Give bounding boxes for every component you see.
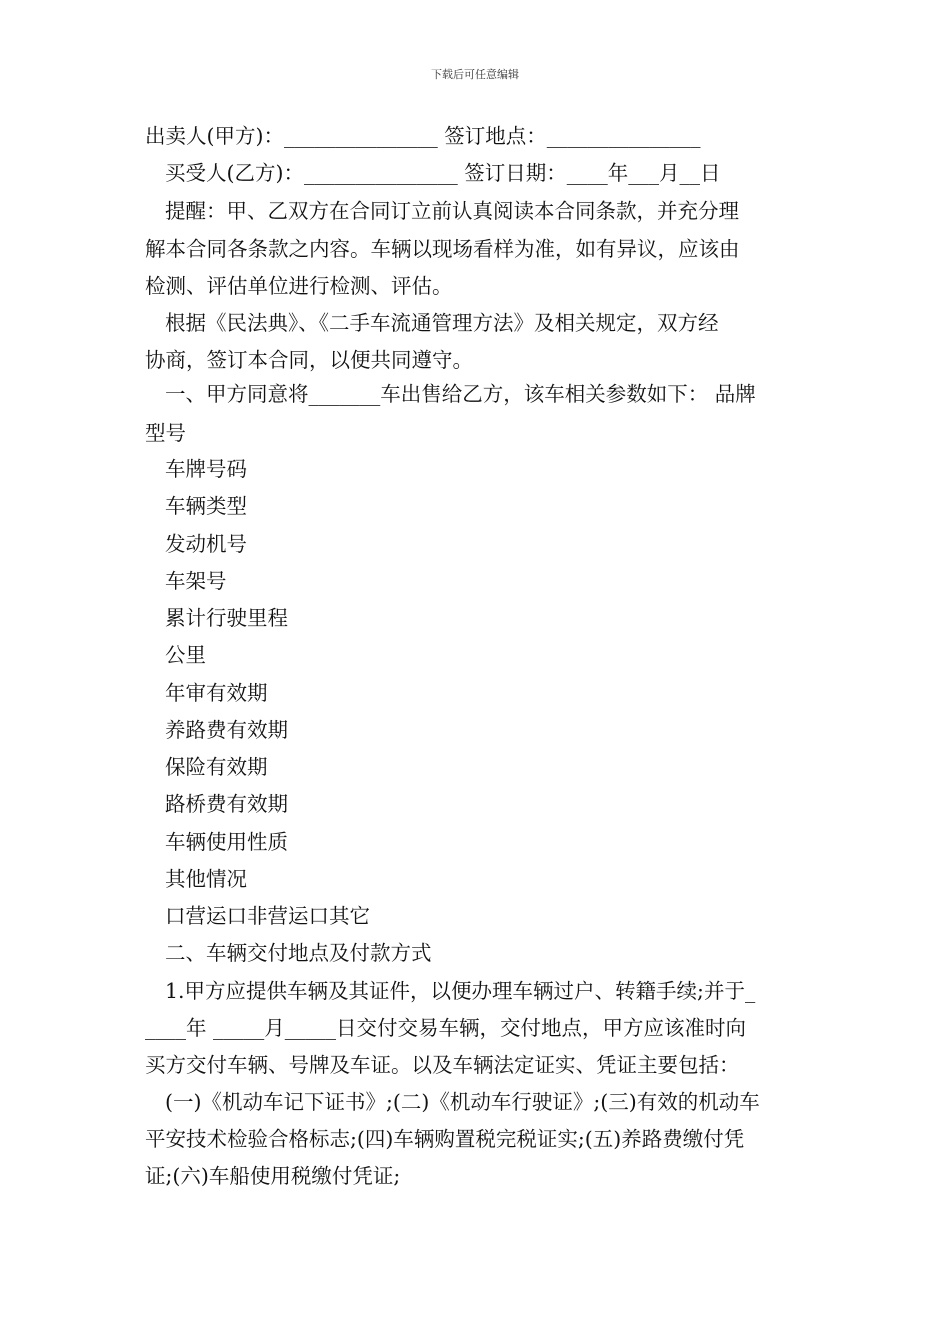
param-bridge-fee: 路桥费有效期	[165, 792, 288, 816]
clause-1-line-1: 一、甲方同意将_______车出售给乙方，该车相关参数如下： 品牌	[165, 382, 756, 406]
clause-2-title: 二、车辆交付地点及付款方式	[165, 941, 432, 965]
param-road-fee: 养路费有效期	[165, 718, 288, 742]
basis-line-2: 协商，签订本合同，以便共同遵守。	[145, 348, 473, 372]
clause-1-line-2: 型号	[145, 421, 186, 445]
param-usage: 车辆使用性质	[165, 830, 288, 854]
param-mileage: 累计行驶里程	[165, 606, 288, 630]
param-insurance: 保险有效期	[165, 755, 268, 779]
documents-line-2: 平安技术检验合格标志;(四)车辆购置税完税证实;(五)养路费缴付凭	[145, 1127, 745, 1151]
clause-2-1-line-2: ____年 _____月_____日交付交易车辆，交付地点，甲方应该准时向	[145, 1016, 747, 1040]
param-km: 公里	[165, 643, 206, 667]
buyer-line: 买受人(乙方)：_______________ 签订日期：____年___月__日	[165, 161, 721, 185]
reminder-line-3: 检测、评估单位进行检测、评估。	[145, 274, 453, 298]
seller-line: 出卖人(甲方)：_______________ 签订地点：_______________	[145, 124, 701, 148]
param-plate-number: 车牌号码	[165, 457, 247, 481]
param-engine-number: 发动机号	[165, 532, 247, 556]
param-frame-number: 车架号	[165, 569, 227, 593]
clause-2-1-line-3: 买方交付车辆、号牌及车证。以及车辆法定证实、凭证主要包括：	[145, 1053, 740, 1077]
reminder-line-1: 提醒：甲、乙双方在合同订立前认真阅读本合同条款，并充分理	[165, 199, 739, 223]
documents-line-3: 证;(六)车船使用税缴付凭证;	[145, 1164, 401, 1188]
page-header: 下载后可任意编辑	[431, 68, 519, 81]
param-operation-options: 口营运口非营运口其它	[165, 904, 370, 928]
param-annual-inspection: 年审有效期	[165, 681, 268, 705]
basis-line-1: 根据《民法典》、《二手车流通管理方法》及相关规定，双方经	[165, 311, 719, 335]
reminder-line-2: 解本合同各条款之内容。车辆以现场看样为准，如有异议，应该由	[145, 237, 740, 261]
param-vehicle-type: 车辆类型	[165, 494, 247, 518]
param-other: 其他情况	[165, 867, 247, 891]
documents-line-1: (一)《机动车记下证书》;(二)《机动车行驶证》;(三)有效的机动车	[165, 1090, 760, 1114]
clause-2-1-line-1: 1.甲方应提供车辆及其证件，以便办理车辆过户、转籍手续;并于_	[165, 979, 756, 1003]
